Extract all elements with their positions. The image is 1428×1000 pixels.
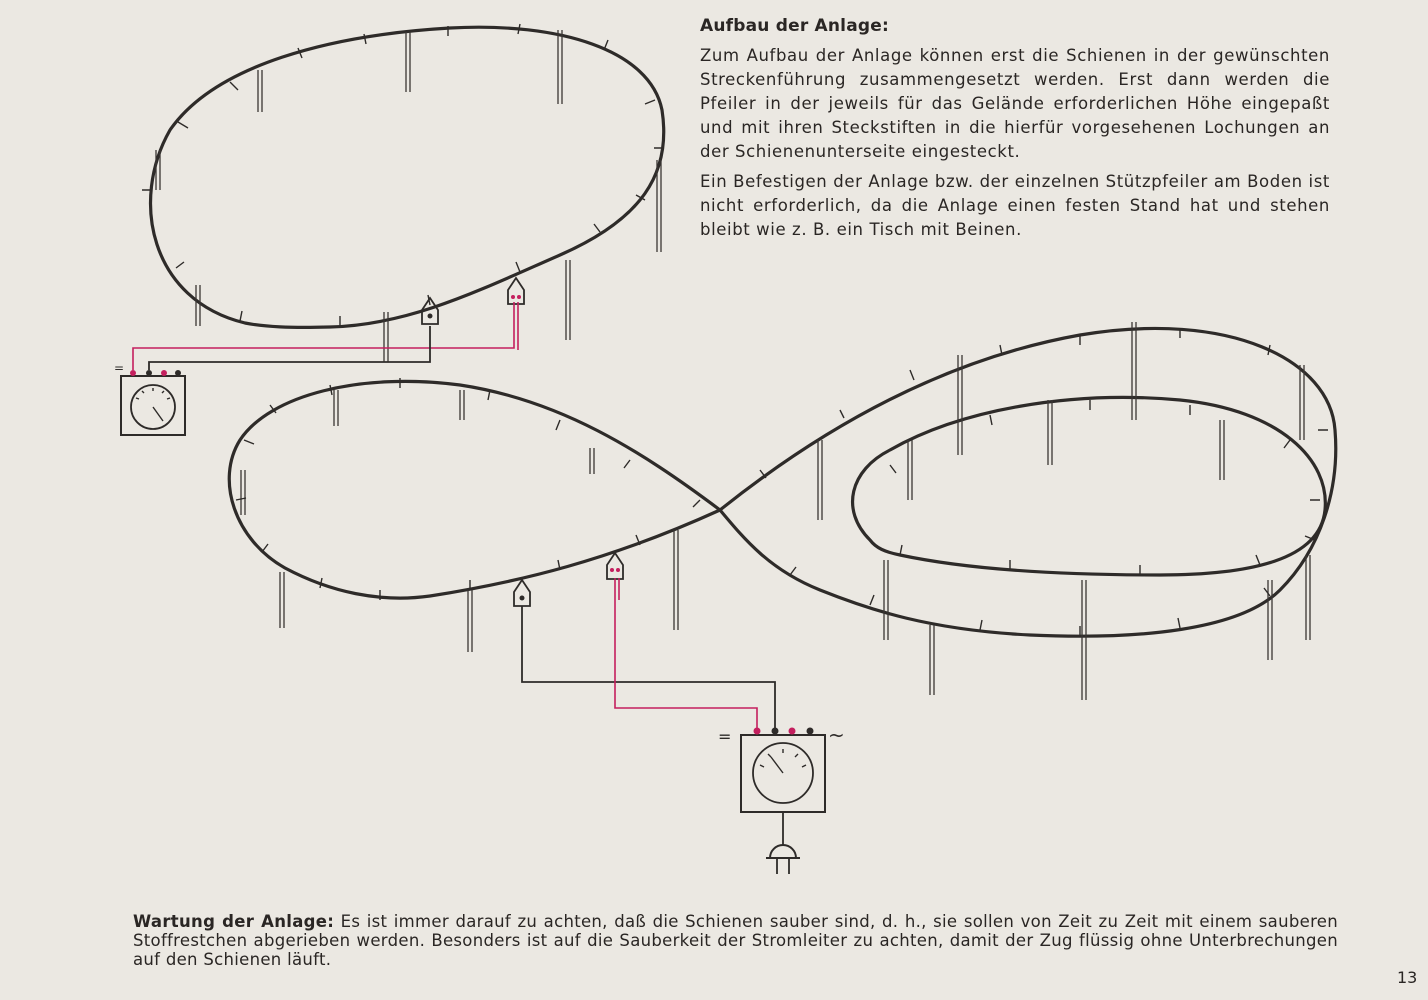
figure-eight-ties — [236, 328, 1328, 636]
page-number: 13 — [1397, 968, 1418, 987]
lower-dc-symbol: = — [718, 727, 732, 746]
assembly-heading: Aufbau der Anlage: — [700, 16, 889, 36]
power-plug-icon — [766, 812, 800, 874]
maintenance-section — [133, 912, 1338, 969]
lower-transformer[interactable] — [741, 728, 825, 813]
maintenance-text: Es ist immer darauf zu achten, daß die Schienen sauber sind, d. h., sie sollen von Zeit zu Zeit mit einem sauberen Stoffrestchen abgerieben werden. Besonders ist auf die Sauberkeit der Stromleiter zu achten, damit der Zug flüssig ohne Unterbrechungen auf den Schienen läuft. — [133, 912, 1339, 969]
maintenance-heading: Wartung der Anlage: — [133, 912, 335, 931]
upper-wiring — [133, 302, 518, 370]
assembly-paragraph-2: Ein Befestigen der Anlage bzw. der einzelnen Stützpfeiler am Boden ist nicht erforderlich, da die Anlage einen festen Stand hat und stehen bleibt wie z. B. ein Tisch mit Beinen. — [700, 172, 1330, 239]
lower-wiring — [522, 578, 775, 730]
track-connectors — [422, 278, 623, 606]
assembly-section — [700, 16, 1330, 248]
figure-eight-track — [229, 322, 1336, 700]
assembly-paragraph-1: Zum Aufbau der Anlage können erst die Schienen in der gewünschten Streckenführung zusammengesetzt werden. Erst dann werden die Pfeiler in der jeweils für das Gelände erforderlichen Höhe eingepaßt und mit ihren Steckstiften in die hierfür vorgesehenen Lochungen an der Schienenunterseite eingesteckt. — [700, 46, 1330, 161]
upper-oval-ties — [142, 24, 664, 326]
upper-transformer[interactable] — [121, 370, 185, 435]
lower-ac-symbol: ~ — [828, 723, 845, 747]
upper-oval-track — [142, 24, 664, 362]
figure-eight-pillars — [241, 322, 1310, 700]
upper-dc-symbol: = — [114, 361, 125, 375]
